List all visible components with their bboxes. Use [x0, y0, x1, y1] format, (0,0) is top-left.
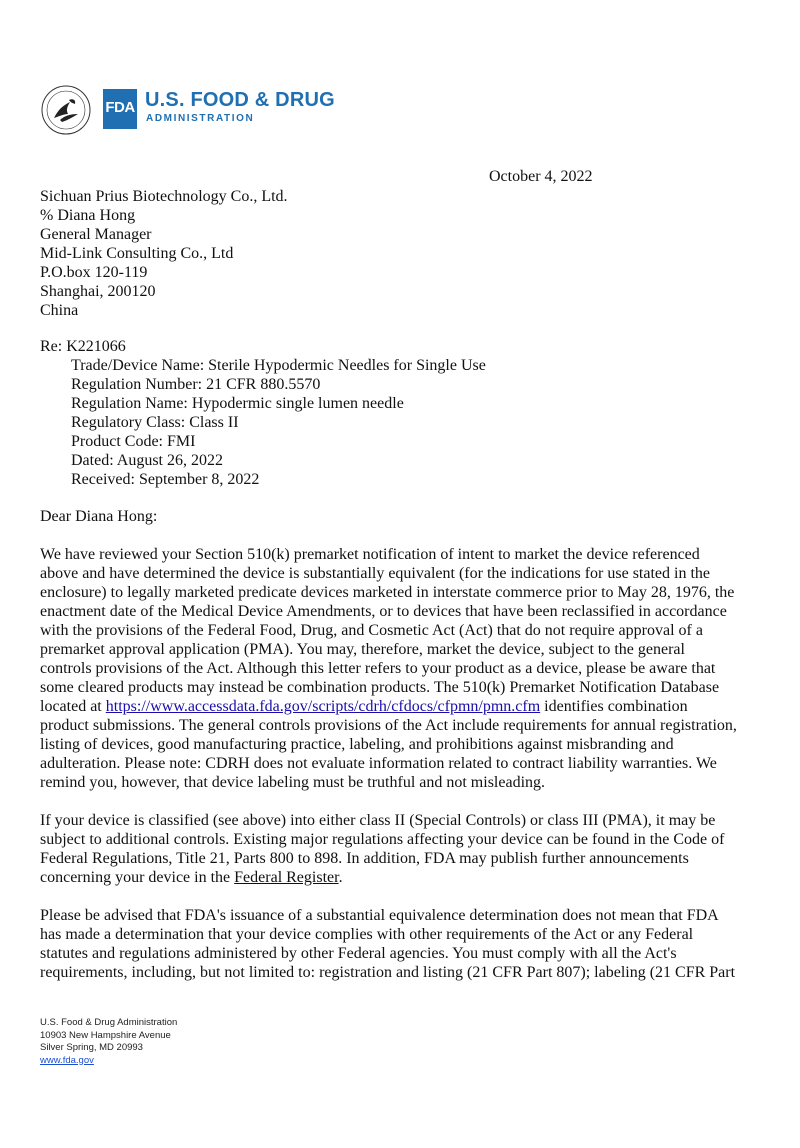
hhs-eagle-seal-icon [40, 84, 92, 136]
reference-item: Trade/Device Name: Sterile Hypodermic Needles for Single Use [71, 357, 486, 374]
salutation: Dear Diana Hong: [40, 508, 158, 525]
address-line: Shanghai, 200120 [40, 283, 156, 300]
paragraph-line: Please be advised that FDA's issuance of a substantial equivalence determination does not mean that FDA [40, 907, 719, 924]
agency-name: U.S. FOOD & DRUG [145, 89, 335, 111]
paragraph-line: some cleared products may instead be combination products. The 510(k) Premarket Notification Database [40, 679, 720, 696]
paragraph-line: listing of devices, good manufacturing practice, labeling, and prohibitions against misbranding and [40, 736, 674, 753]
fda-website-link[interactable]: www.fda.gov [40, 1054, 94, 1066]
link-prefix-text: located at [40, 698, 106, 715]
footer-line: U.S. Food & Drug Administration [40, 1017, 178, 1028]
footer-line: 10903 New Hampshire Avenue [40, 1029, 171, 1041]
paragraph-line: above and have determined the device is substantially equivalent (for the indications for use stated in the [40, 565, 711, 582]
address-line: General Manager [40, 226, 152, 243]
paragraph-line: statutes and regulations administered by other Federal agencies. You must comply with all the Act's [40, 945, 677, 962]
fda-badge-text: FDA [105, 99, 135, 116]
paragraph-line: with the provisions of the Federal Food, Drug, and Cosmetic Act (Act) that do not require approval of a [40, 622, 703, 639]
paragraph-other-requirements [40, 906, 760, 982]
pmn-database-link[interactable]: https://www.accessdata.fda.gov/scripts/cdrh/cfdocs/cfpmn/pmn.cfm [105, 698, 541, 715]
address-line: Mid-Link Consulting Co., Ltd [40, 245, 234, 262]
paragraph-line: Federal Regulations, Title 21, Parts 800 to 898. In addition, FDA may publish further announcements [40, 850, 689, 867]
letter-date: October 4, 2022 [489, 168, 593, 185]
paragraph-line: product submissions. The general controls provisions of the Act include requirements for annual registration, [40, 717, 737, 734]
address-line: P.O.box 120-119 [40, 264, 148, 281]
reference-item: Received: September 8, 2022 [71, 471, 260, 488]
fda-logo-badge [103, 89, 137, 129]
reference-item: Dated: August 26, 2022 [71, 452, 223, 469]
paragraph-line: subject to additional controls. Existing major regulations affecting your device can be found in the Code of [40, 831, 725, 848]
paragraph-additional-controls [40, 811, 760, 887]
address-line: Sichuan Prius Biotechnology Co., Ltd. [40, 188, 288, 205]
footer-address [40, 1017, 177, 1067]
reference-item: Regulation Name: Hypodermic single lumen needle [71, 395, 404, 412]
paragraph-substantial-equivalence [40, 545, 760, 792]
line-prefix-text: concerning your device in the [40, 869, 235, 886]
line-suffix-text: . [338, 869, 343, 886]
reference-details [71, 356, 486, 489]
reference-item: Regulatory Class: Class II [71, 414, 239, 431]
agency-subtitle: ADMINISTRATION [146, 113, 255, 124]
reference-item: Product Code: FMI [71, 433, 196, 450]
address-line: % Diana Hong [40, 207, 136, 224]
address-line: China [40, 302, 79, 319]
link-suffix-text: identifies combination [540, 698, 688, 715]
paragraph-line-with-underline [40, 868, 760, 887]
footer-line: Silver Spring, MD 20993 [40, 1042, 143, 1053]
paragraph-line: If your device is classified (see above) into either class II (Special Controls) or class III (PMA), it may be [40, 812, 716, 829]
paragraph-line: enactment date of the Medical Device Amendments, or to devices that have been reclassified in accordance [40, 603, 727, 620]
svg-text:· · · · ·: · · · · · [60, 89, 72, 94]
reference-number: Re: K221066 [40, 338, 126, 355]
paragraph-line: We have reviewed your Section 510(k) premarket notification of intent to market the device referenced [40, 546, 700, 563]
paragraph-line: enclosure) to legally marketed predicate devices marketed in interstate commerce prior to May 28, 1976, the [40, 584, 735, 601]
recipient-address [40, 187, 288, 320]
paragraph-line: premarket approval application (PMA). You may, therefore, market the device, subject to the general [40, 641, 685, 658]
paragraph-line: adulteration. Please note: CDRH does not evaluate information related to contract liability warranties. We [40, 755, 717, 772]
reference-item: Regulation Number: 21 CFR 880.5570 [71, 376, 321, 393]
paragraph-line: requirements, including, but not limited to: registration and listing (21 CFR Part 807); labeling (21 CFR Part [40, 964, 736, 981]
paragraph-line-with-link [40, 697, 760, 716]
federal-register-text: Federal Register [234, 869, 339, 886]
paragraph-line: remind you, however, that device labeling must be truthful and not misleading. [40, 774, 546, 791]
paragraph-line: controls provisions of the Act. Although this letter refers to your product as a device, please be aware that [40, 660, 716, 677]
paragraph-line: has made a determination that your device complies with other requirements of the Act or any Federal [40, 926, 694, 943]
